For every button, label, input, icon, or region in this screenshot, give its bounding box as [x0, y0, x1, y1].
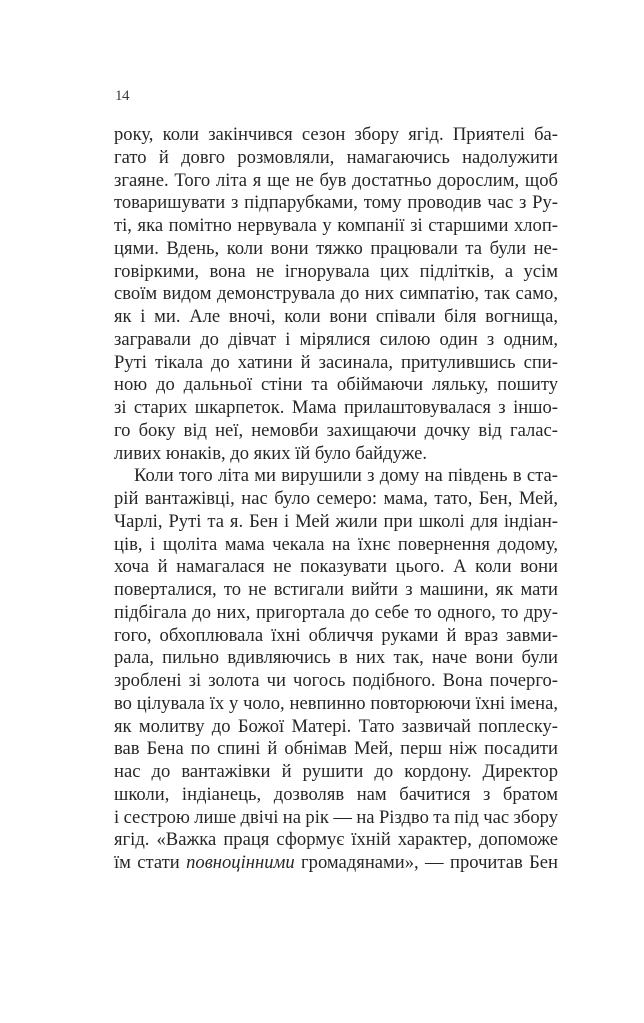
text-line: року, коли закінчився сезон збору ягід. Приятелі ба-: [114, 124, 558, 145]
text-line: во цілувала їх у чоло, невпинно повторюючи їхні імена,: [114, 692, 558, 714]
text-line: зі старих шкарпеток. Мама прилаштовувалася з іншо-: [114, 397, 558, 418]
paragraph-2: [114, 465, 558, 875]
text-run: їм стати: [114, 852, 187, 873]
text-line: Чарлі, Руті та я. Бен і Мей жили при школі для індіан-: [114, 510, 558, 532]
text-line: товаришувати з підпарубками, тому проводив час з Ру-: [114, 192, 558, 214]
text-line: рій вантажівці, нас було семеро: мама, тато, Бен, Мей,: [114, 488, 558, 509]
text-line: Коли того літа ми вирушили з дому на південь в ста-: [134, 465, 558, 487]
text-line: як молитву до Божої Матері. Тато зазвичай поплеску-: [114, 715, 558, 737]
text-line: рала, пильно вдивляючись в них так, наче вони були: [114, 647, 558, 669]
text-line: загравали до дівчат і мірялися силою один з одним,: [114, 328, 558, 350]
text-line: ливих юнаків, до яких їй було байдуже.: [114, 442, 428, 464]
text-line: нас до вантажівки й рушити до кордону. Директор: [114, 761, 558, 782]
text-line: своїм видом демонструвала до них симпатію, так само,: [114, 283, 558, 305]
text-run: громадянами», — прочитав Бен: [294, 852, 558, 873]
text-line: ців, і щоліта мама чекала на їхнє повернення додому,: [114, 533, 558, 555]
text-line-last: [114, 852, 558, 875]
text-line: підбігала до них, пригортала до себе то одного, то дру-: [114, 601, 558, 623]
paragraph-1: [114, 124, 558, 465]
text-line: згаяне. Того літа я ще не був достатньо дорослим, щоб: [114, 169, 558, 191]
text-line: хоча й намагалася не показувати цього. А коли вони: [114, 556, 558, 578]
text-line: як і ми. Але вночі, коли вони співали біля вогнища,: [114, 306, 558, 327]
text-line: ті, яка помітно нервувала у компанії зі старшими хлоп-: [114, 215, 558, 236]
text-line: гато й довго розмовляли, намагаючись надолужити: [114, 146, 558, 168]
text-line: гого, обхоплювала їхні обличчя руками й враз завми-: [114, 624, 558, 646]
body-text: [114, 124, 558, 875]
text-line: вав Бена по спині й обнімав Мей, перш ніж посадити: [114, 738, 558, 760]
text-line: говіркими, вона не ігнорувала цих підлітків, а усім: [114, 260, 558, 282]
italic-run: повноцінними: [186, 852, 295, 873]
text-line: ною до дальньої стіни та обіймаючи ляльку, пошиту: [114, 374, 558, 396]
text-line: ягід. «Важка праця сформує їхній характер, допоможе: [114, 829, 558, 851]
text-line: го боку від неї, немовби захищаючи дочку від галас-: [114, 419, 558, 441]
text-line: цями. Вдень, коли вони тяжко працювали та були не-: [114, 237, 558, 259]
text-line: поверталися, то не встигали вийти з машини, як мати: [114, 579, 558, 600]
text-line: і сестрою лише двічі на рік — на Різдво та під час збору: [114, 806, 558, 828]
text-line: зроблені зі золота чи чогось подібного. Вона почерго-: [114, 670, 558, 691]
text-line: школи, індіанець, дозволяв нам бачитися з братом: [114, 783, 558, 805]
page-number: 14: [115, 88, 129, 104]
text-line: Руті тікала до хатини й засинала, притулившись спи-: [114, 351, 558, 373]
